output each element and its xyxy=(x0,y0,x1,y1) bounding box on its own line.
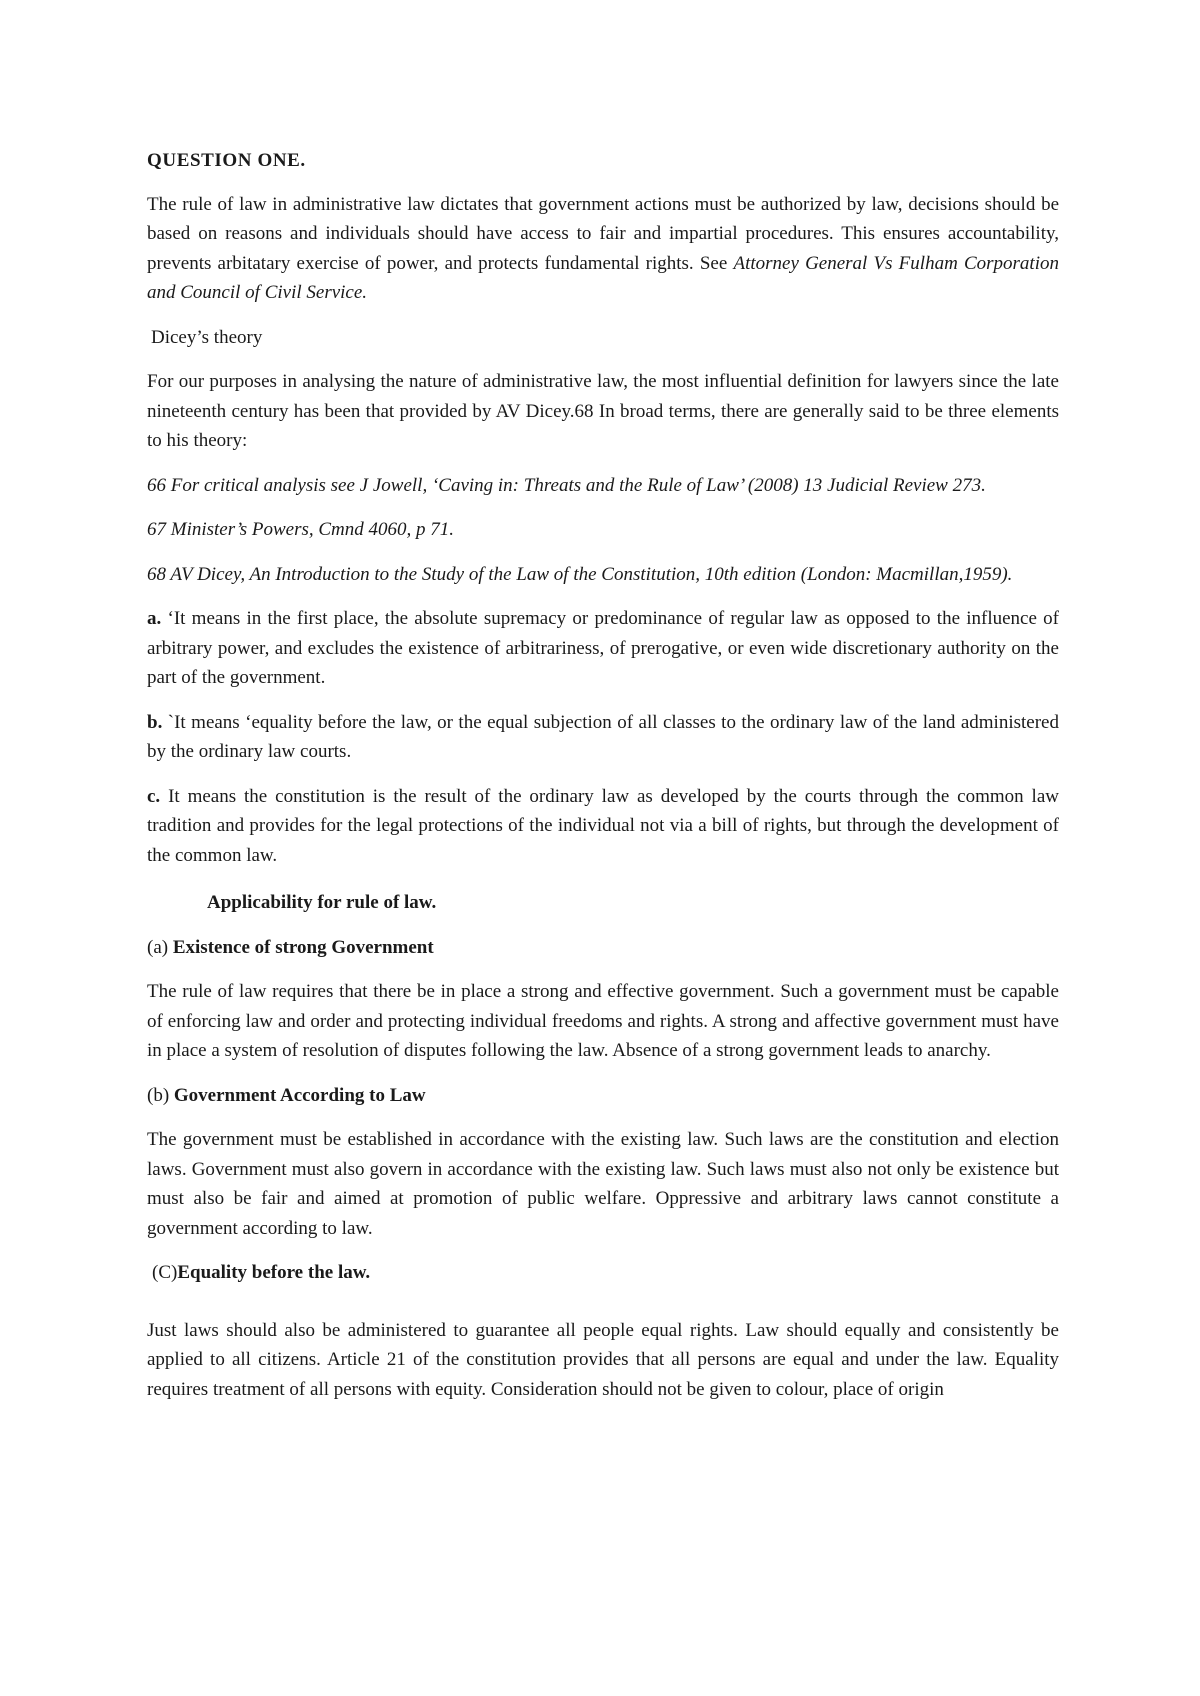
element-b-label: b. xyxy=(147,711,163,733)
intro-paragraph xyxy=(147,190,1059,308)
applicability-heading: Applicability for rule of law. xyxy=(207,892,437,913)
section-c-heading xyxy=(147,1258,1059,1288)
intro-citation: Attorney General Vs Fulham Corporation and Council of Civil Service. xyxy=(147,252,1059,303)
footnote-68: 68 AV Dicey, An Introduction to the Study of the Law of the Constitution, 10th edition (London: Macmillan,1959). xyxy=(147,563,1013,585)
element-b xyxy=(147,708,1059,767)
section-c-title: Equality before the law. xyxy=(177,1262,371,1283)
element-c-text: It means the constitution is the result of the ordinary law as developed by the courts through the common law tradition and provides for the legal protections of the individual not via a bill of rights, but through the development of the common law. xyxy=(147,785,1059,866)
section-a-prefix: (a) xyxy=(147,936,173,958)
section-a-heading xyxy=(147,933,1059,963)
dicey-paragraph: For our purposes in analysing the nature of administrative law, the most influential definition for lawyers since the late nineteenth century has been that provided by AV Dicey.68 In broad terms, there are generally said to be three elements to his theory: xyxy=(147,371,1059,451)
element-c xyxy=(147,782,1059,871)
section-c-prefix: (C) xyxy=(152,1262,178,1283)
footnote-67: 67 Minister’s Powers, Cmnd 4060, p 71. xyxy=(147,519,455,540)
section-b-heading xyxy=(147,1081,1059,1111)
section-b-text: The government must be established in accordance with the existing law. Such laws are the constitution and election laws. Government must also govern in accordance with the existing law. Such laws must also not only be existence but must also be fair and aimed at promotion of public welfare. Oppressive and arbitrary laws cannot constitute a government according to law. xyxy=(147,1129,1059,1239)
element-b-text: `It means ‘equality before the law, or the equal subjection of all classes to the ordinary law of the land administered by the ordinary law courts. xyxy=(147,711,1059,762)
section-a-text: The rule of law requires that there be in place a strong and effective government. Such a government must be capable of enforcing law and order and protecting individual freedoms and rights. A strong and affective government must have in place a system of resolution of disputes following the law. Absence of a strong government leads to anarchy. xyxy=(147,981,1059,1061)
element-a xyxy=(147,604,1059,693)
section-c-text: Just laws should also be administered to guarantee all people equal rights. Law should equally and consistently be applied to all citizens. Article 21 of the constitution provides that all persons are equal and under the law. Equality requires treatment of all persons with equity. Consideration should not be given to colour, place of origin xyxy=(147,1319,1059,1400)
footnote-66: 66 For critical analysis see J Jowell, ‘Caving in: Threats and the Rule of Law’ (2008) 13 Judicial Review 273. xyxy=(147,474,986,496)
element-a-text: ‘It means in the first place, the absolute supremacy or predominance of regular law as opposed to the influence of arbitrary power, and excludes the existence of arbitrariness, of prerogative, or even wide discretionary authority on the part of the government. xyxy=(147,608,1059,688)
document-page xyxy=(147,146,1059,1419)
section-b-prefix: (b) xyxy=(147,1084,174,1106)
element-c-label: c. xyxy=(147,785,161,807)
section-a-title: Existence of strong Government xyxy=(172,936,434,958)
dicey-theory-label: Dicey’s theory xyxy=(151,326,263,348)
element-a-label: a. xyxy=(147,608,162,629)
intro-text: The rule of law in administrative law dictates that government actions must be authorized by law, decisions should be based on reasons and individuals should have access to fair and impartial procedures. This ensures accountability, prevents arbitatary exercise of power, and protects fundamental rights. See xyxy=(147,193,1059,274)
question-heading: QUESTION ONE. xyxy=(147,150,306,171)
section-b-title: Government According to Law xyxy=(173,1084,426,1106)
